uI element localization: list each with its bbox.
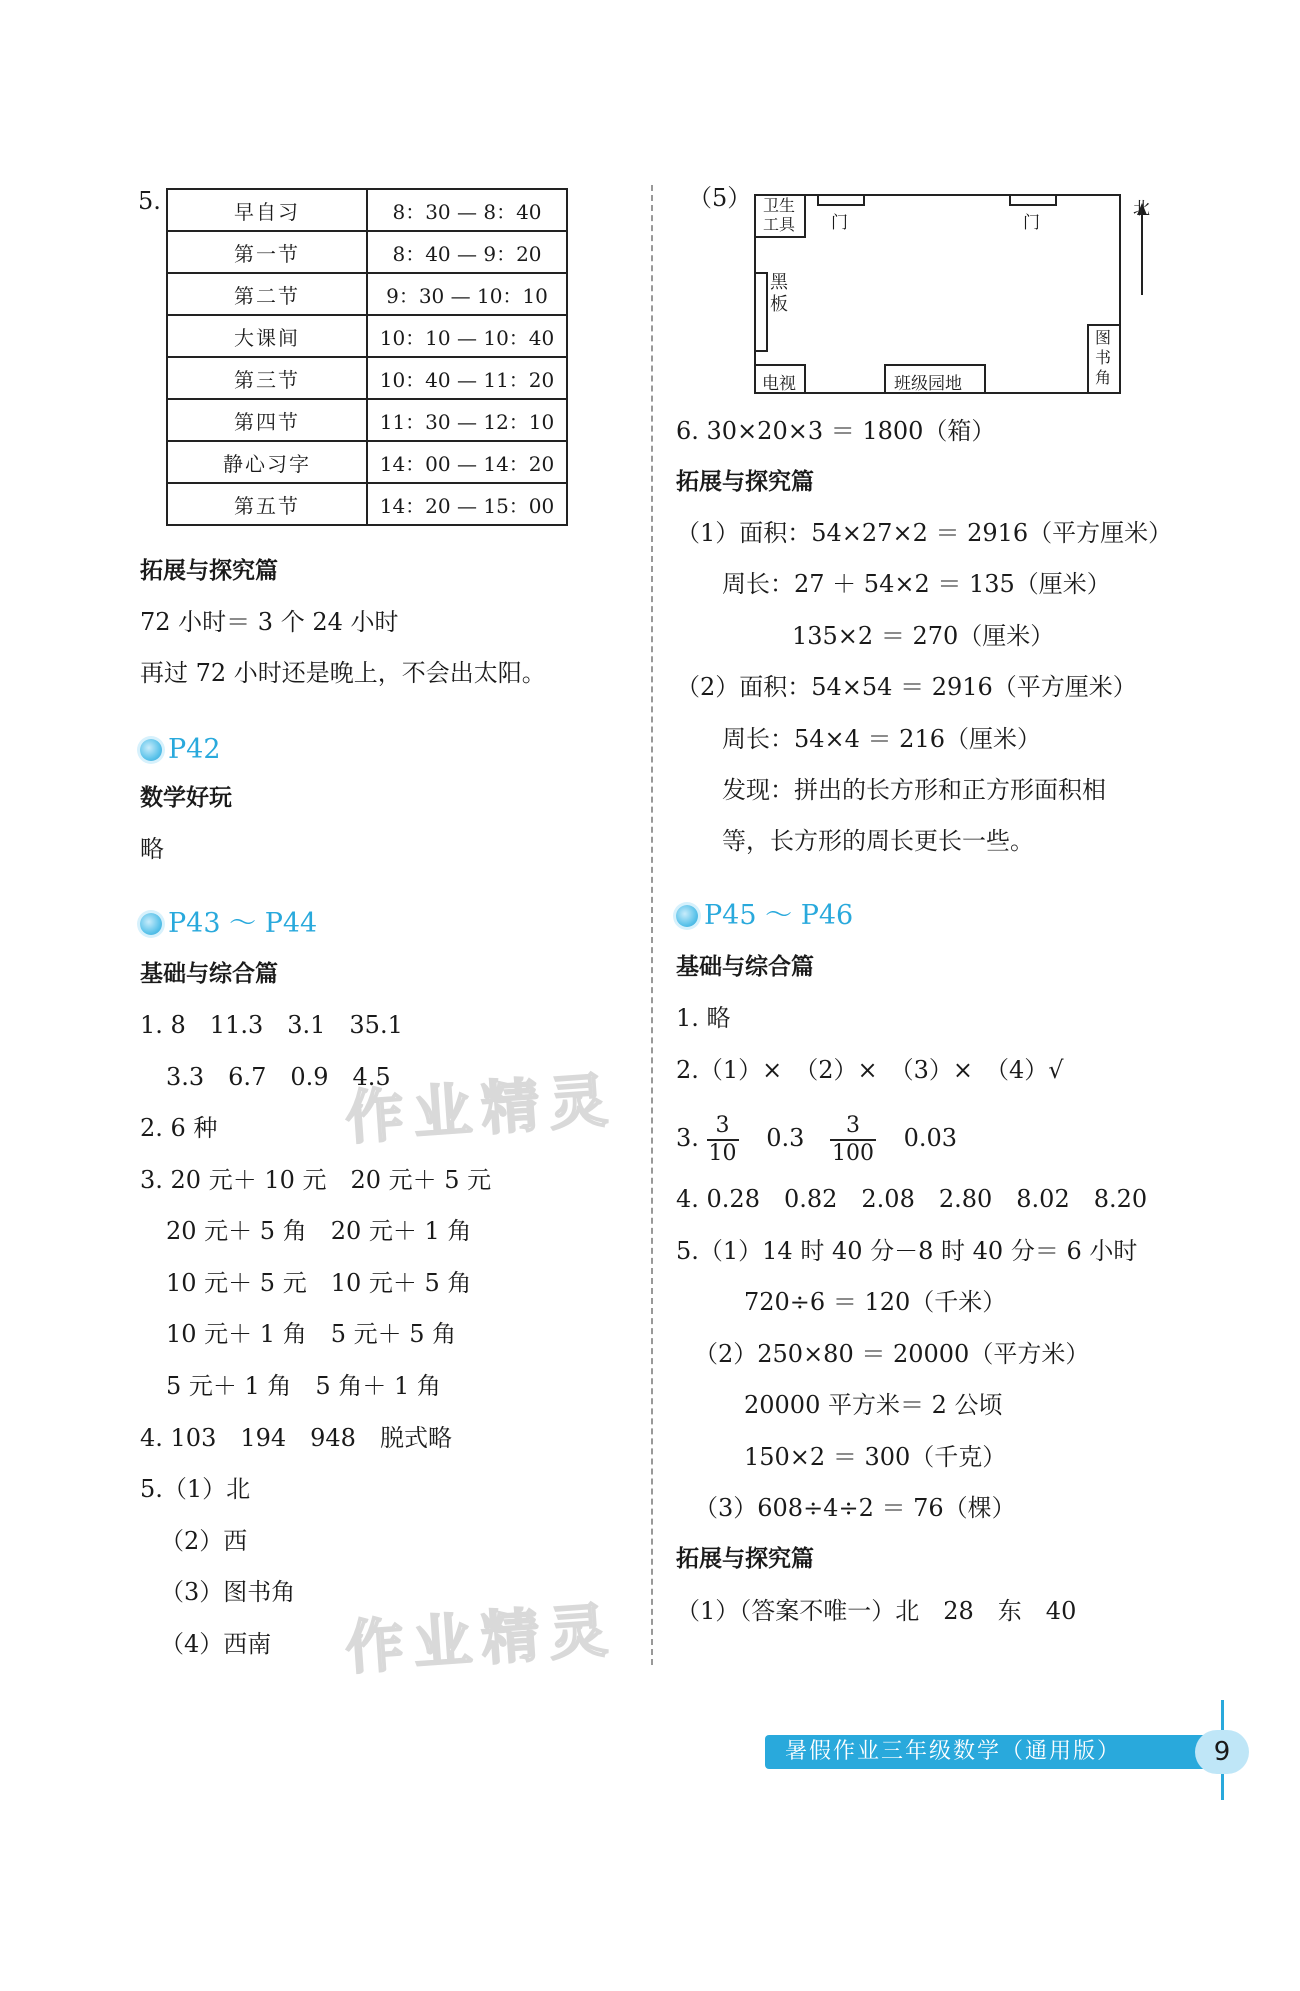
north-label: 北 — [1133, 199, 1150, 219]
b-answer-5d: 20000 平方米＝ 2 公顷 — [744, 1391, 1003, 1419]
schedule-time: 14：00 — 14：20 — [367, 441, 567, 483]
schedule-period: 第四节 — [167, 399, 367, 441]
schedule-time: 10：10 — 10：40 — [367, 315, 567, 357]
schedule-time: 8：40 — 9：20 — [367, 231, 567, 273]
extension-heading-right: 拓展与探究篇 — [676, 469, 814, 495]
b-answer-5e: 150×2 ＝ 300（千克） — [744, 1443, 1007, 1471]
column-divider — [651, 185, 653, 1665]
question-5-number: 5. — [138, 187, 161, 215]
schedule-time: 8：30 — 8：40 — [367, 189, 567, 231]
ext-2d: 等，长方形的周长更长一些。 — [722, 827, 1034, 855]
answer-2: 2. 6 种 — [140, 1114, 218, 1142]
section-p42 — [140, 734, 221, 766]
fraction-numerator: 3 — [707, 1113, 739, 1141]
section-p43-p44 — [140, 908, 317, 940]
schedule-row — [167, 441, 567, 483]
section-p43-label: P43 ～ P44 — [168, 908, 318, 939]
basic-heading-right: 基础与综合篇 — [676, 954, 814, 980]
door-2-label: 门 — [1023, 213, 1040, 233]
schedule-row — [167, 315, 567, 357]
extension-line-1: 72 小时＝ 3 个 24 小时 — [140, 608, 399, 636]
answer-4: 4. 103 194 948 脱式略 — [140, 1424, 452, 1452]
ext2-answer: （1）（答案不唯一）北 28 东 40 — [676, 1597, 1077, 1625]
answer-3b: 20 元＋ 5 角 20 元＋ 1 角 — [166, 1217, 472, 1245]
extension-heading-right-2: 拓展与探究篇 — [676, 1546, 814, 1572]
basic-heading-left: 基础与综合篇 — [140, 961, 278, 987]
page-number: 9 — [1195, 1730, 1249, 1774]
footer-title-bar — [765, 1735, 1205, 1769]
schedule-period: 静心习字 — [167, 441, 367, 483]
fraction-3-100 — [830, 1113, 876, 1167]
section-dot-icon — [140, 739, 162, 761]
blackboard-mark — [755, 273, 767, 351]
schedule-time: 9：30 — 10：10 — [367, 273, 567, 315]
ext-2c: 发现：拼出的长方形和正方形面积相 — [722, 776, 1106, 804]
answer-3c: 10 元＋ 5 元 10 元＋ 5 角 — [166, 1269, 472, 1297]
answer-5a: 5.（1）北 — [140, 1475, 251, 1503]
schedule-period: 第三节 — [167, 357, 367, 399]
watermark: 作业精灵 — [343, 1595, 620, 1683]
ext-2a: （2）面积：54×54 ＝ 2916（平方厘米） — [676, 673, 1137, 701]
ext-2b: 周长：54×4 ＝ 216（厘米） — [722, 725, 1041, 753]
fraction-denominator: 10 — [708, 1140, 737, 1166]
question-5-label: （5） — [688, 184, 752, 212]
b3-end: 0.03 — [903, 1124, 958, 1152]
schedule-table — [166, 188, 568, 526]
blackboard-label: 黑板 — [770, 272, 788, 315]
b-answer-5b: 720÷6 ＝ 120（千米） — [744, 1288, 1007, 1316]
schedule-period: 早自习 — [167, 189, 367, 231]
watermark: 作业精灵 — [343, 1065, 620, 1153]
schedule-row — [167, 189, 567, 231]
answer-5c: （3）图书角 — [160, 1578, 296, 1606]
answer-5b: （2）西 — [160, 1527, 248, 1555]
footer-book-title: 暑假作业三年级数学（通用版） — [785, 1739, 1122, 1764]
schedule-row — [167, 399, 567, 441]
section-dot-icon — [676, 905, 698, 927]
fraction-numerator: 3 — [830, 1113, 876, 1141]
b3-prefix: 3. — [676, 1124, 699, 1152]
schedule-period: 第二节 — [167, 273, 367, 315]
b-answer-5f: （3）608÷4÷2 ＝ 76（棵） — [694, 1494, 1016, 1522]
section-p45-p46 — [676, 900, 853, 932]
fraction-3-10 — [707, 1113, 739, 1167]
answer-5d: （4）西南 — [160, 1630, 272, 1658]
schedule-time: 14：20 — 15：00 — [367, 483, 567, 525]
schedule-time: 11：30 — 12：10 — [367, 399, 567, 441]
garden-label: 班级园地 — [894, 374, 962, 394]
door-1-mark — [818, 195, 864, 205]
classroom-outline — [755, 195, 1120, 393]
answer-3a: 3. 20 元＋ 10 元 20 元＋ 5 元 — [140, 1166, 492, 1194]
schedule-period: 大课间 — [167, 315, 367, 357]
extension-heading-left: 拓展与探究篇 — [140, 558, 278, 584]
fun-answer: 略 — [140, 835, 164, 863]
section-p42-label: P42 — [168, 734, 221, 765]
section-dot-icon — [140, 913, 162, 935]
schedule-row — [167, 483, 567, 525]
b-answer-3 — [676, 1108, 957, 1168]
schedule-row — [167, 273, 567, 315]
sanitary-label: 卫生工具 — [762, 196, 795, 234]
extension-line-2: 再过 72 小时还是晚上，不会出太阳。 — [140, 659, 546, 687]
ext-1c: 135×2 ＝ 270（厘米） — [792, 622, 1055, 650]
b-answer-2: 2.（1）× （2）× （3）× （4）√ — [676, 1056, 1064, 1084]
b3-mid: 0.3 — [766, 1124, 805, 1152]
fun-heading: 数学好玩 — [140, 785, 232, 811]
schedule-period: 第一节 — [167, 231, 367, 273]
library-label: 图书角 — [1095, 328, 1112, 387]
b-answer-4: 4. 0.28 0.82 2.08 2.80 8.02 8.20 — [676, 1185, 1148, 1213]
classroom-map — [750, 185, 1180, 405]
answer-6: 6. 30×20×3 ＝ 1800（箱） — [676, 417, 996, 445]
section-p45-label: P45 ～ P46 — [704, 900, 854, 931]
tv-label: 电视 — [762, 374, 796, 394]
door-1-label: 门 — [831, 213, 848, 233]
ext-1a: （1）面积：54×27×2 ＝ 2916（平方厘米） — [676, 519, 1173, 547]
answer-3e: 5 元＋ 1 角 5 角＋ 1 角 — [166, 1372, 441, 1400]
door-2-mark — [1010, 195, 1056, 205]
b-answer-5a: 5.（1）14 时 40 分－8 时 40 分＝ 6 小时 — [676, 1237, 1138, 1265]
ext-1b: 周长：27 ＋ 54×2 ＝ 135（厘米） — [722, 570, 1111, 598]
answer-1b: 3.3 6.7 0.9 4.5 — [166, 1063, 391, 1091]
schedule-period: 第五节 — [167, 483, 367, 525]
fraction-denominator: 100 — [832, 1140, 874, 1166]
schedule-time: 10：40 — 11：20 — [367, 357, 567, 399]
b-answer-1: 1. 略 — [676, 1004, 731, 1032]
answer-1a: 1. 8 11.3 3.1 35.1 — [140, 1011, 403, 1039]
answer-3d: 10 元＋ 1 角 5 元＋ 5 角 — [166, 1320, 457, 1348]
schedule-row — [167, 231, 567, 273]
b-answer-5c: （2）250×80 ＝ 20000（平方米） — [694, 1340, 1090, 1368]
schedule-row — [167, 357, 567, 399]
